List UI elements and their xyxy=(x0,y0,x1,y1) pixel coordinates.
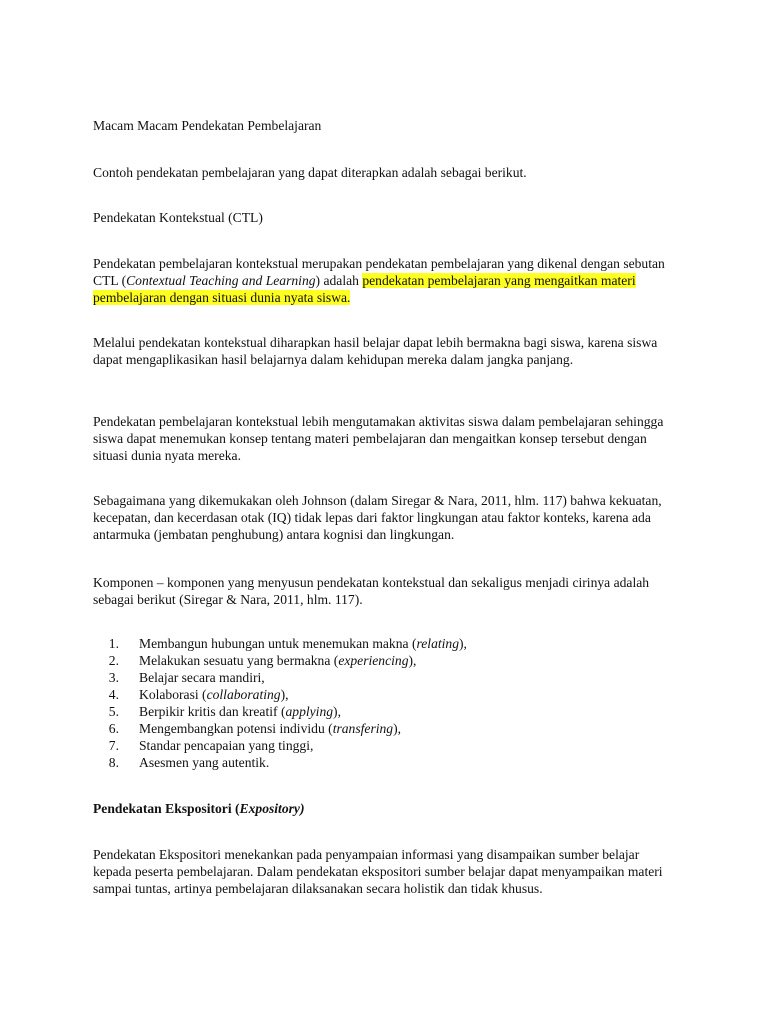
ctl-p1-italic: Contextual Teaching and Learning xyxy=(126,273,316,288)
document-title: Macam Macam Pendekatan Pembelajaran xyxy=(93,118,322,133)
ctl-p1-middle: ) adalah xyxy=(315,273,363,288)
list-item-number: 5. xyxy=(108,704,119,719)
ctl-paragraph-2: Melalui pendekatan kontekstual diharapkan hasil belajar dapat lebih bermakna bagi siswa, karena siswa dapat mengaplikasikan hasil belajarnya dalam kehidupan mereka dalam jangka panjang. xyxy=(93,335,658,367)
list-item xyxy=(67,703,707,720)
list-item xyxy=(67,754,707,771)
expository-heading xyxy=(93,800,678,817)
ctl-heading: Pendekatan Kontekstual (CTL) xyxy=(93,210,263,225)
list-item-number: 3. xyxy=(108,670,119,685)
list-item-text: Kolaborasi (collaborating), xyxy=(139,687,289,702)
list-item-text: Belajar secara mandiri, xyxy=(139,670,265,685)
list-item-text: Membangun hubungan untuk menemukan makna (relating), xyxy=(139,636,467,651)
ctl-p1-text: Pendekatan pembelajaran kontekstual merupakan pendekatan pembelajaran yang dikenal dengan sebutan CTL ( xyxy=(93,256,665,288)
ctl-paragraph-5: Komponen – komponen yang menyusun pendekatan kontekstual dan sekaligus menjadi cirinya adalah sebagai berikut (Siregar & Nara, 2011, hlm. 117). xyxy=(93,575,650,607)
list-item xyxy=(67,669,707,686)
expository-heading-text: Pendekatan Ekspositori ( xyxy=(93,801,240,816)
list-item-text: Asesmen yang autentik. xyxy=(139,755,270,770)
ctl-p1-highlight: pendekatan pembelajaran yang mengaitkan materi pembelajaran dengan situasi dunia nyata siswa. xyxy=(93,273,636,305)
list-item xyxy=(67,737,707,754)
expository-heading-italic: Expository) xyxy=(239,801,305,816)
list-item-text: Mengembangkan potensi individu (transfering), xyxy=(139,721,402,736)
list-item-text: Standar pencapaian yang tinggi, xyxy=(139,738,314,753)
ctl-paragraph-3: Pendekatan pembelajaran kontekstual lebih mengutamakan aktivitas siswa dalam pembelajaran sehingga siswa dapat menemukan konsep tentang materi pembelajaran dan mengaitkan konsep tersebut dengan situasi dunia nyata mereka. xyxy=(93,414,664,463)
list-item xyxy=(67,635,707,652)
list-item-italic: relating xyxy=(416,636,460,651)
ctl-paragraph-4: Sebagaimana yang dikemukakan oleh Johnson (dalam Siregar & Nara, 2011, hlm. 117) bahwa kekuatan, kecepatan, dan kecerdasan otak (IQ) tidak lepas dari faktor lingkungan atau faktor konteks, karena ada antarmuka (jembatan penghubung) antara kognisi dan lingkungan. xyxy=(93,493,662,542)
list-item-italic: experiencing xyxy=(338,653,409,668)
list-item-text: Berpikir kritis dan kreatif (applying), xyxy=(139,704,341,719)
ctl-paragraph-1 xyxy=(93,255,678,306)
list-item-italic: collaborating xyxy=(206,687,281,702)
list-item-number: 4. xyxy=(108,687,119,702)
list-item-text: Melakukan sesuatu yang bermakna (experiencing), xyxy=(139,653,417,668)
list-item xyxy=(67,720,707,737)
list-item-number: 6. xyxy=(108,721,119,736)
list-item xyxy=(67,686,707,703)
intro-paragraph: Contoh pendekatan pembelajaran yang dapat diterapkan adalah sebagai berikut. xyxy=(93,165,527,180)
list-item-italic: applying xyxy=(285,704,334,719)
list-item-number: 7. xyxy=(108,738,119,753)
list-item-number: 8. xyxy=(108,755,119,770)
expository-paragraph-1: Pendekatan Ekspositori menekankan pada penyampaian informasi yang disampaikan sumber belajar kepada peserta pembelajaran. Dalam pendekatan ekspositori sumber belajar dapat menyampaikan materi sampai tuntas, artinya pembelajaran dilaksanakan secara holistik dan tidak khusus. xyxy=(93,847,663,896)
list-item-number: 2. xyxy=(108,653,119,668)
list-item-italic: transfering xyxy=(332,721,394,736)
list-item-number: 1. xyxy=(108,636,119,651)
list-item xyxy=(67,652,707,669)
